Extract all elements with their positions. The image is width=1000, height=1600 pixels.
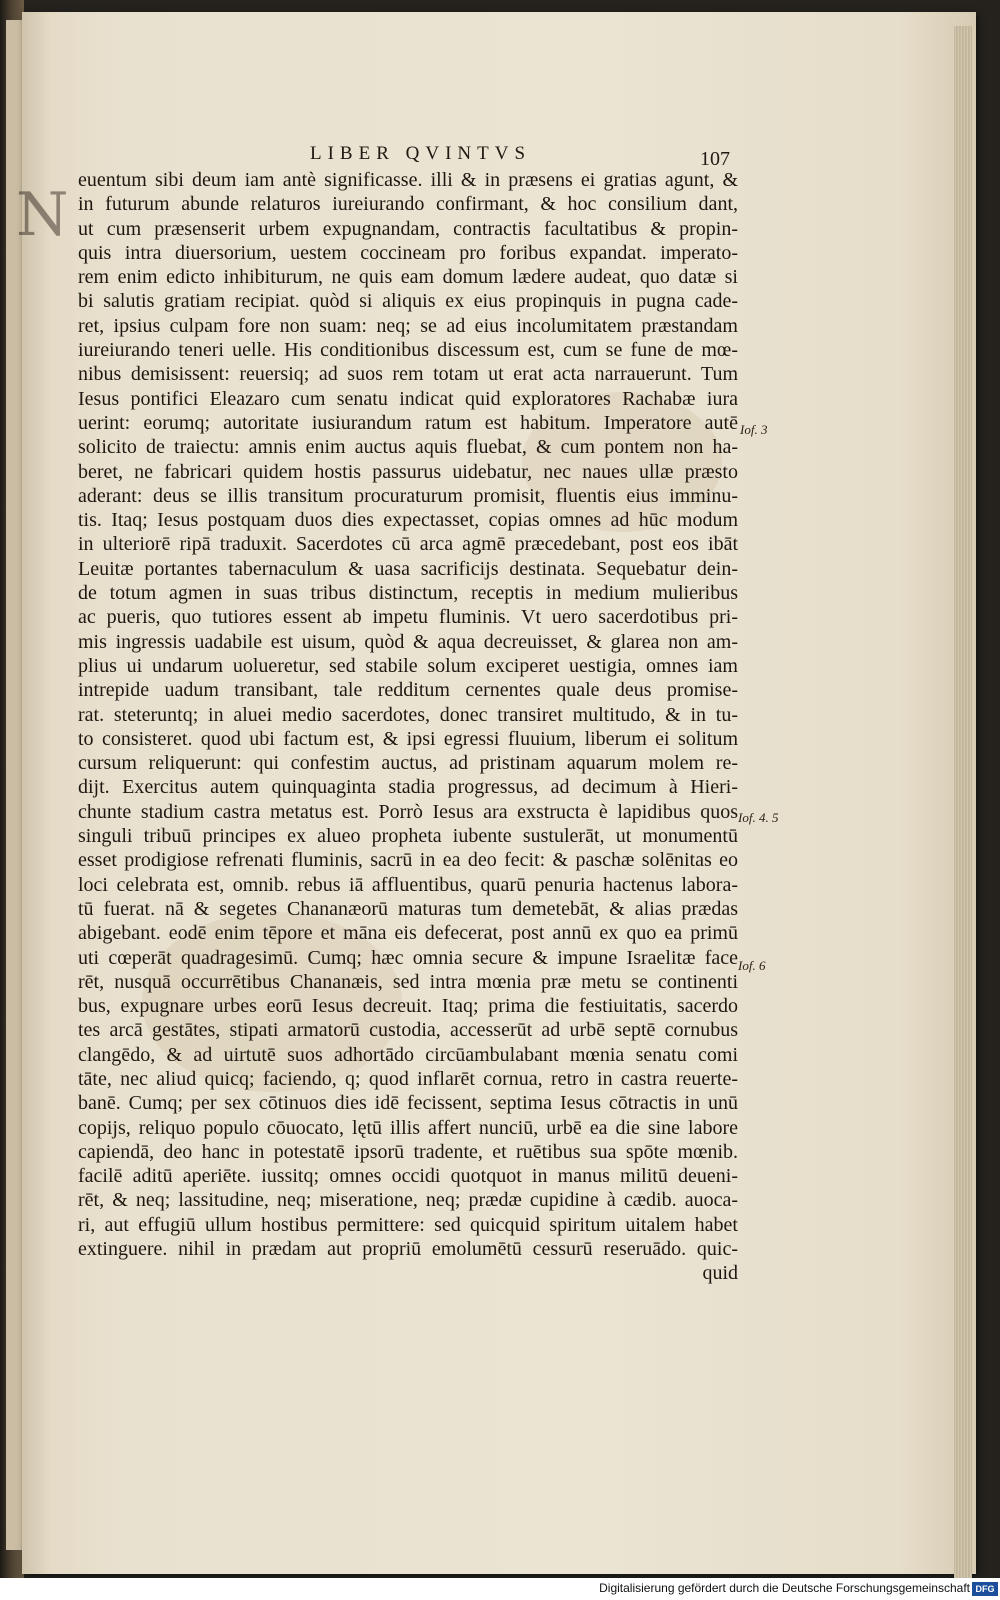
footer-credit: Digitalisierung gefördert durch die Deutsche Forschungsgemeinschaft [599,1581,970,1595]
text-line: clangēdo, & ad uirtutē suos adhortādo circūambulabant mœnia senatu comi [78,1043,738,1066]
text-line: iureiurando teneri uelle. His conditionibus discessum est, cum se fune de mœ- [78,339,738,362]
text-line: rēt, nusquā occurrētibus Chananæis, sed intra mœnia præ metu se continenti [78,970,738,993]
text-line: cursum reliquerunt: qui confestim auctus, ad pristinam aquarum molem re- [78,752,738,775]
running-head: LIBER QVINTVS [310,143,532,164]
page-stack-edge [954,26,972,1586]
marginal-reference: Iof. 4. 5 [738,810,779,825]
text-line: nibus demisissent: reuersiq; ad suos rem totam ut erat acta narrauerunt. Tum [78,363,738,386]
text-line: euentum sibi deum iam antè significasse. illi & in præsens ei gratias agunt, & [78,169,738,191]
text-line: solicito de traiectu: amnis enim auctus aquis fluebat, & cum pontem non ha- [78,436,738,459]
text-line: plius ui undarum uolueretur, sed stabile solum exciperet uestigia, omnes iam [78,654,738,677]
text-line: singuli tribuū principes ex alueo propheta iubente sustulerāt, ut monumentū [78,825,738,848]
text-line: tāte, nec aliud quicq; faciendo, q; quod inflarēt cornua, retro in castra reuerte- [78,1067,738,1090]
marginal-reference: Iof. 3 [740,422,768,437]
dfg-logo: DFG [972,1582,998,1596]
catchword: quid [702,1262,738,1285]
marginal-reference: Iof. 6 [738,958,766,973]
text-line: abigebant. eodē enim tēpore et māna eis defecerat, post annū ex quo ea primū [78,922,738,945]
text-line: esset prodigiose refrenati fluminis, sacrū in ea deo fecit: & paschæ solēnitas eo [78,849,738,872]
body-text [78,168,738,1286]
text-line: facilē aditū aperiēte. iussitq; omnes occidi quotquot in manus militū deueni- [78,1165,738,1188]
adjacent-page-initial: N [16,180,69,250]
text-line: tes arcā gestātes, stipati armatorū custodia, accesserūt ad urbē septē cornubus [78,1019,738,1042]
text-line: uti cœperāt quadragesimū. Cumq; hæc omnia secure & impune Israelitæ face [78,946,738,969]
text-line: loci celebrata est, omnib. rebus iā affluentibus, quarū penuria hactenus labora- [78,873,738,896]
text-line: tū fuerat. nā & segetes Chananæorū maturas tum demetebāt, & alias prædas [78,897,738,920]
text-line: bi salutis gratiam recipiat. quòd si aliquis ex eius propinquis in pugna cade- [78,290,738,313]
text-line: intrepide uadum transibant, tale redditum cernentes quale deus promise- [78,679,738,702]
text-line: aderant: deus se illis transitum procuraturum promisit, fluentis eius imminu- [78,484,738,507]
text-line: banē. Cumq; per sex cōtinuos dies idē fecissent, septima Iesus cōtractis in unū [78,1092,738,1115]
text-line: tis. Itaq; Iesus postquam duos dies expectasset, copias omnes ad hūc modum [78,509,738,532]
text-line: copijs, reliquo populo cōuocato, lętū illis affert nunciū, urbē ea die sine labore [78,1116,738,1139]
text-line: ut cum præsenserit urbem expugnandam, contractis facultatibus & propin- [78,217,738,240]
text-line: beret, ne fabricari quidem hostis passurus uidebatur, nec naues ullæ præsto [78,460,738,483]
text-line: quis intra diuersorium, uestem coccineam pro foribus expandat. imperato- [78,241,738,264]
text-line: ri, aut effugiū ullum hostibus permittere: sed quicquid spiritum uitalem habet [78,1213,738,1236]
digitization-footer [0,1578,1000,1600]
text-line: rem enim edicto inhibiturum, ne quis eam domum lædere audeat, quo datæ si [78,266,738,289]
text-line: bus, expugnare urbes eorū Iesus decreuit. Itaq; prima die festiuitatis, sacerdo [78,995,738,1018]
text-line: chunte stadium castra metatus est. Porrò Iesus ara exstructa è lapidibus quos [78,800,738,823]
text-line: extinguere. nihil in prædam aut propriū emolumētū cessurū reseruādo. quic- [78,1238,738,1261]
text-line: de totum agmen in suas tribus distinctum, receptis in medium mulieribus [78,582,738,605]
text-line: rat. steteruntq; in aluei medio sacerdotes, donec transiret multitudo, & in tu- [78,703,738,726]
text-line: uerint: eorumq; autoritate iusiurandum ratum est habitum. Imperatore autē [78,411,738,434]
text-line: Iesus pontifici Eleazaro cum senatu indicat quid exploratores Rachabæ iura [78,387,738,410]
text-line: to consisteret. quod ubi factum est, & ipsi egressi fluuium, liberum ei solitum [78,727,738,750]
folio-number: 107 [700,148,730,170]
text-line: mis ingressis uadabile est uisum, quòd & aqua decreuisset, & glarea non am- [78,630,738,653]
text-line: in ulteriorē ripā traduxit. Sacerdotes cū arca agmē præcedebant, post eos ibāt [78,533,738,556]
text-line: ac pueris, quo tutiores essent ab impetu fluminis. Vt uero sacerdotibus pri- [78,606,738,629]
text-line: Leuitæ portantes tabernaculum & uasa sacrificijs destinata. Sequebatur dein- [78,557,738,580]
text-line: rēt, & neq; lassitudine, neq; miseratione, neq; prædæ cupidine à cædib. auoca- [78,1189,738,1212]
text-line: capiendā, deo hanc in potestatē ipsorū tradente, et ruētibus sua spōte mœnib. [78,1140,738,1163]
text-line: in futurum abunde relaturos iureiurando confirmant, & hoc consilium dant, [78,193,738,216]
text-line: dijt. Exercitus autem quinquaginta stadia progressus, ad decimum à Hieri- [78,776,738,799]
text-line: ret, ipsius culpam fore non suam: neq; se ad eius incolumitatem præstandam [78,314,738,337]
